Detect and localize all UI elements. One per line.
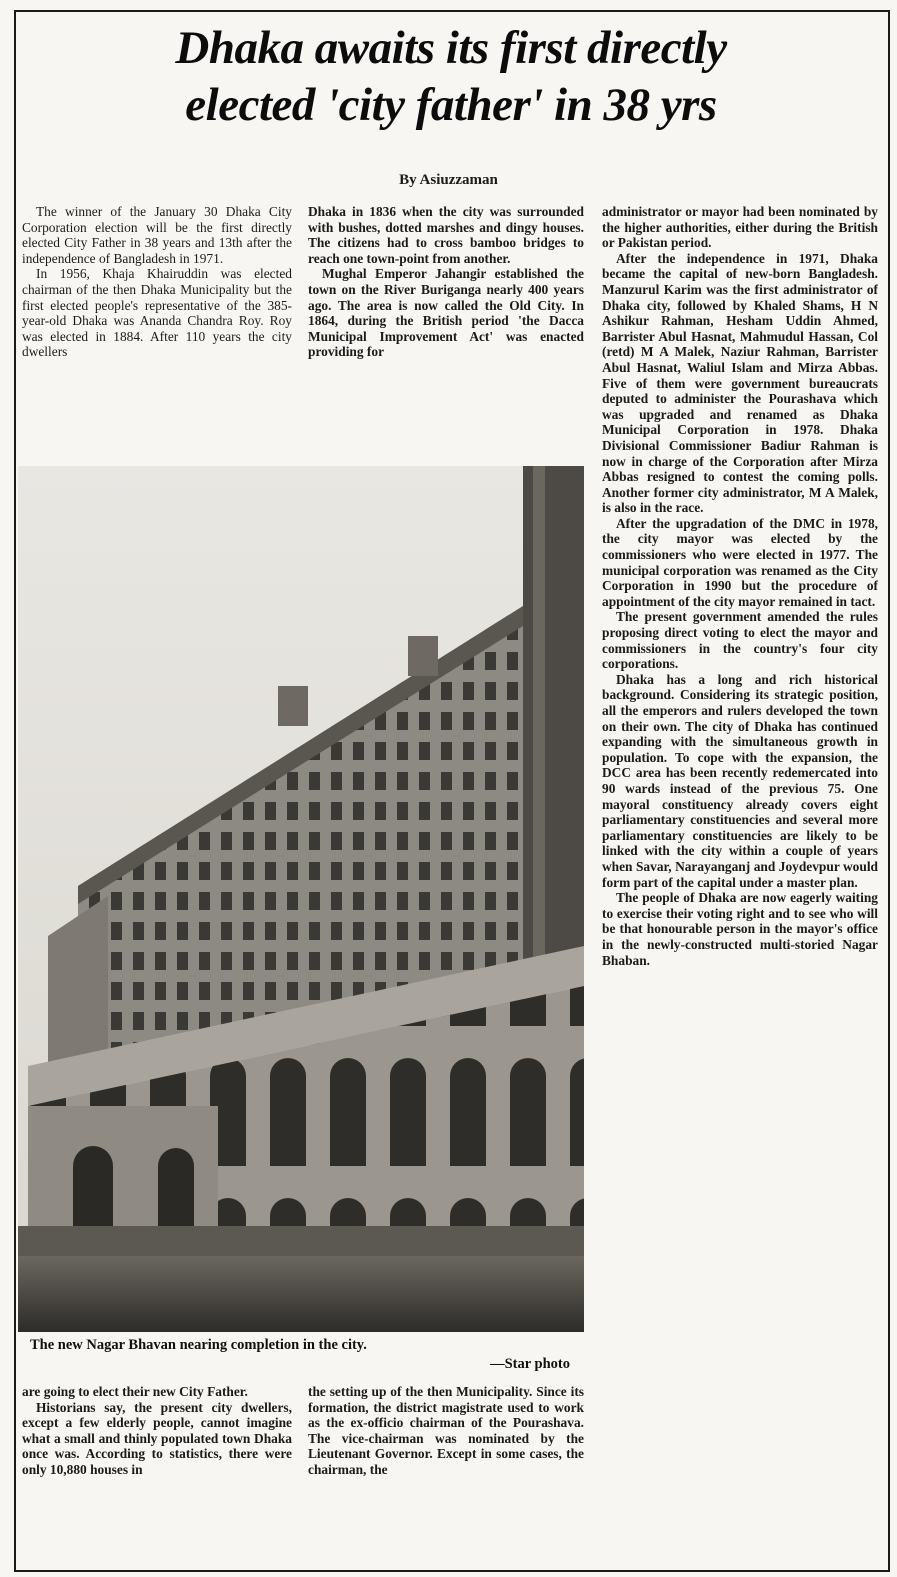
column-2-top [308, 204, 584, 462]
paragraph: The present government amended the rules proposing direct voting to elect the mayor and commissioners in the country's four city corporations. [602, 609, 878, 672]
column-1-top [22, 204, 292, 462]
paragraph: the setting up of the then Municipality. Since its formation, the district magistrate used to work as the ex-officio chairman of the Pourashava. The vice-chairman was nominated by the Lieutenant Governor. Except in some cases, the chairman, the [308, 1384, 584, 1477]
building-photo [18, 466, 584, 1332]
paragraph: are going to elect their new City Father. [22, 1384, 248, 1399]
headline-line-1: Dhaka awaits its first directly [175, 22, 727, 74]
headline-line-2: elected 'city father' in 38 yrs [185, 79, 717, 131]
column-2-bottom [308, 1384, 584, 1570]
nagar-bhavan-image [18, 466, 584, 1332]
paragraph: Historians say, the present city dwellers, except a few elderly people, cannot imagine what a small and thinly populated town Dhaka once was. According to statistics, there were only 10,880 houses in [22, 1399, 292, 1477]
photo-caption: The new Nagar Bhavan nearing completion in the city. [30, 1337, 367, 1353]
column-1-bottom [22, 1384, 292, 1570]
column-3 [602, 204, 878, 1568]
paragraph: Mughal Emperor Jahangir established the town on the River Buriganga nearly 400 years ago. The area is now called the Old City. In 1864, during the British period 'the Dacca Municipal Improvement Act' was enacted providing for [308, 266, 584, 360]
photo-credit: —Star photo [490, 1356, 570, 1372]
byline: By Asiuzzaman [399, 172, 498, 188]
paragraph: In 1956, Khaja Khairuddin was elected chairman of the then Dhaka Municipality but the first elected people's representative of the 385-year-old Dhaka was Ananda Chandra Roy. Roy was elected in 1884. After 110 years the city dwellers [22, 266, 292, 360]
paragraph: After the independence in 1971, Dhaka became the capital of new-born Bangladesh. Manzurul Karim was the first administrator of Dhaka city, followed by Khaled Shams, H N Ashikur Rahman, Hesham Uddin Ahmed, Barrister Abul Hasnat, Mahmudul Hassan, Col (retd) M A Malek, Naziur Rahman, Barrister Abul Hasnat, Waliul Islam and Mirza Abbas. Five of them were government bureaucrats deputed to administer the Pourashava which was upgraded and renamed as Dhaka Municipal Corporation in 1978. Dhaka Divisional Commissioner Badiur Rahman is now in charge of the Corporation after Mirza Abbas resigned to contest the coming polls. Another former city administrator, M A Malek, is also in the race. [602, 250, 878, 516]
paragraph: administrator or mayor had been nominated by the higher authorities, either during the British or Pakistan period. [602, 204, 878, 251]
paragraph: The winner of the January 30 Dhaka City Corporation election will be the first directly elected City Father in 38 years and 13th after the independence of Bangladesh in 1971. [22, 204, 292, 266]
paragraph: Dhaka has a long and rich historical background. Considering its strategic position, all the emperors and rulers developed the town on their own. The city of Dhaka has continued expanding with the simultaneous growth in population. To cope with the expansion, the DCC area has been recently redemercated into 90 wards instead of the previous 75. One mayoral constituency already covers eight parliamentary constituencies and several more parliamentary constituencies are likely to be linked with the city within a couple of years when Savar, Narayanganj and Joydevpur would form part of the capital under a master plan. [602, 671, 878, 890]
paragraph: The people of Dhaka are now eagerly waiting to exercise their voting right and to see who will be that honourable person in the mayor's office in the newly-constructed multi-storied Nagar Bhaban. [602, 890, 878, 968]
paragraph: Dhaka in 1836 when the city was surrounded with bushes, dotted marshes and dingy houses. The citizens had to cross bamboo bridges to reach one town-point from another. [308, 204, 584, 266]
paragraph: After the upgradation of the DMC in 1978, the city mayor was elected by the commissioners who were elected in 1977. The municipal corporation was renamed as the City Corporation in 1990 but the procedure of appointment of the city mayor remained in tact. [602, 515, 878, 609]
headline [20, 20, 882, 134]
